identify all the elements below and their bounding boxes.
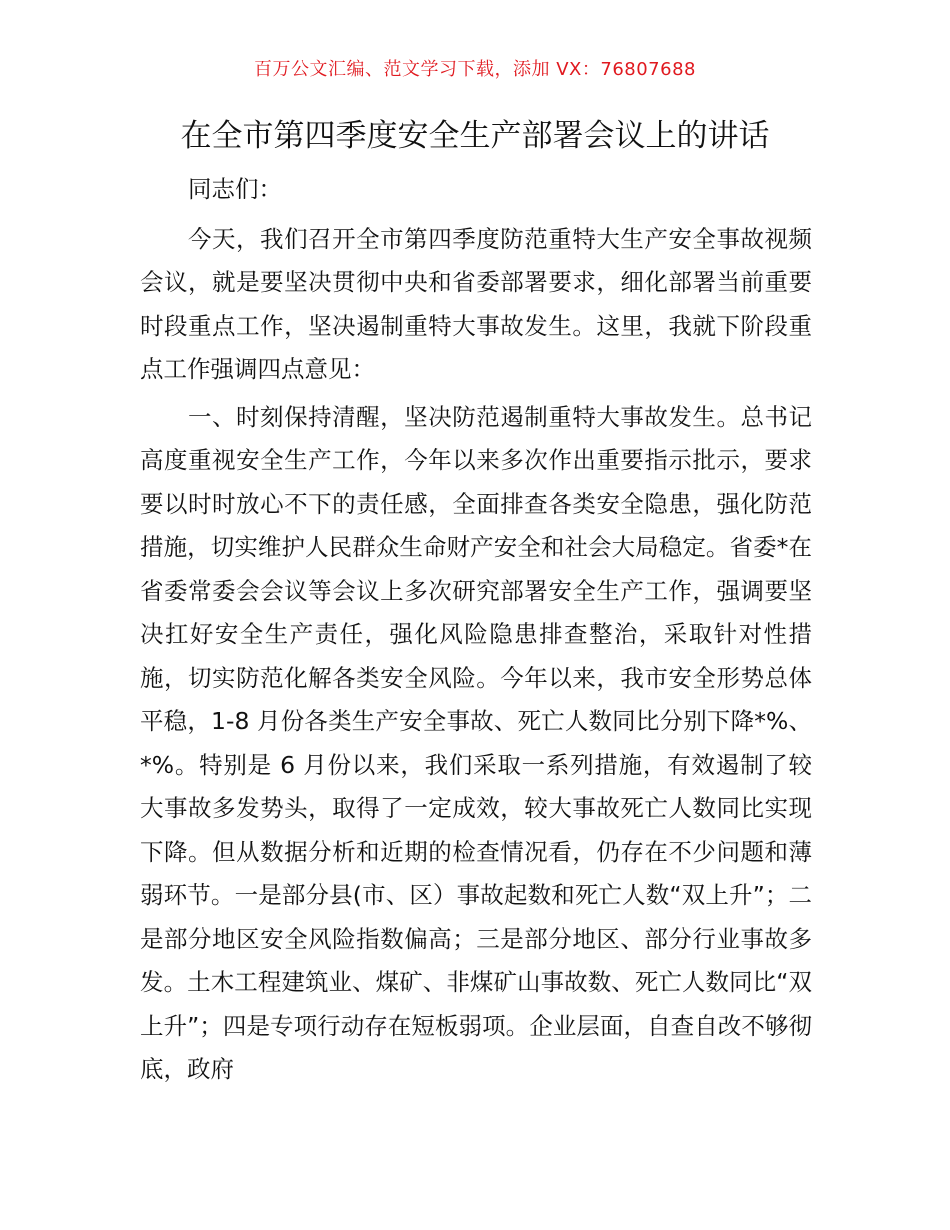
salutation: 同志们：: [188, 175, 282, 203]
paragraph-intro: 今天，我们召开全市第四季度防范重特大生产安全事故视频会议，就是要坚决贯彻中央和省委部署要求，细化部署当前重要时段重点工作，坚决遏制重特大事故发生。这里，我就下阶段重点工作强调四点意见：: [140, 224, 812, 383]
paragraph-section-one: 一、时刻保持清醒，坚决防范遏制重特大事故发生。总书记高度重视安全生产工作，今年以来多次作出重要指示批示，要求要以时时放心不下的责任感，全面排查各类安全隐患，强化防范措施，切实维护人民群众生命财产安全和社会大局稳定。省委*在省委常委会会议等会议上多次研究部署安全生产工作，强调要坚决扛好安全生产责任，强化风险隐患排查整治，采取针对性措施，切实防范化解各类安全风险。今年以来，我市安全形势总体平稳，1-8 月份各类生产安全事故、死亡人数同比分别下降*%、*%。特别是 6 月份以来，我们采取一系列措施，有效遏制了较大事故多发势头，取得了一定成效，较大事故死亡人数同比实现下降。但从数据分析和近期的检查情况看，仍存在不少问题和薄弱环节。一是部分县(市、区）事故起数和死亡人数“双上升”；二是部分地区安全风险指数偏高；三是部分地区、部分行业事故多发。土木工程建筑业、煤矿、非煤矿山事故数、死亡人数同比“双上升”；四是专项行动存在短板弱项。企业层面，自查自改不够彻底，政府: [140, 402, 812, 1083]
document-body: [140, 168, 812, 1096]
header-promo-note: 百万公文汇编、范文学习下载，添加 VX：76807688: [254, 59, 696, 80]
document-title: 在全市第四季度安全生产部署会议上的讲话: [180, 118, 770, 154]
